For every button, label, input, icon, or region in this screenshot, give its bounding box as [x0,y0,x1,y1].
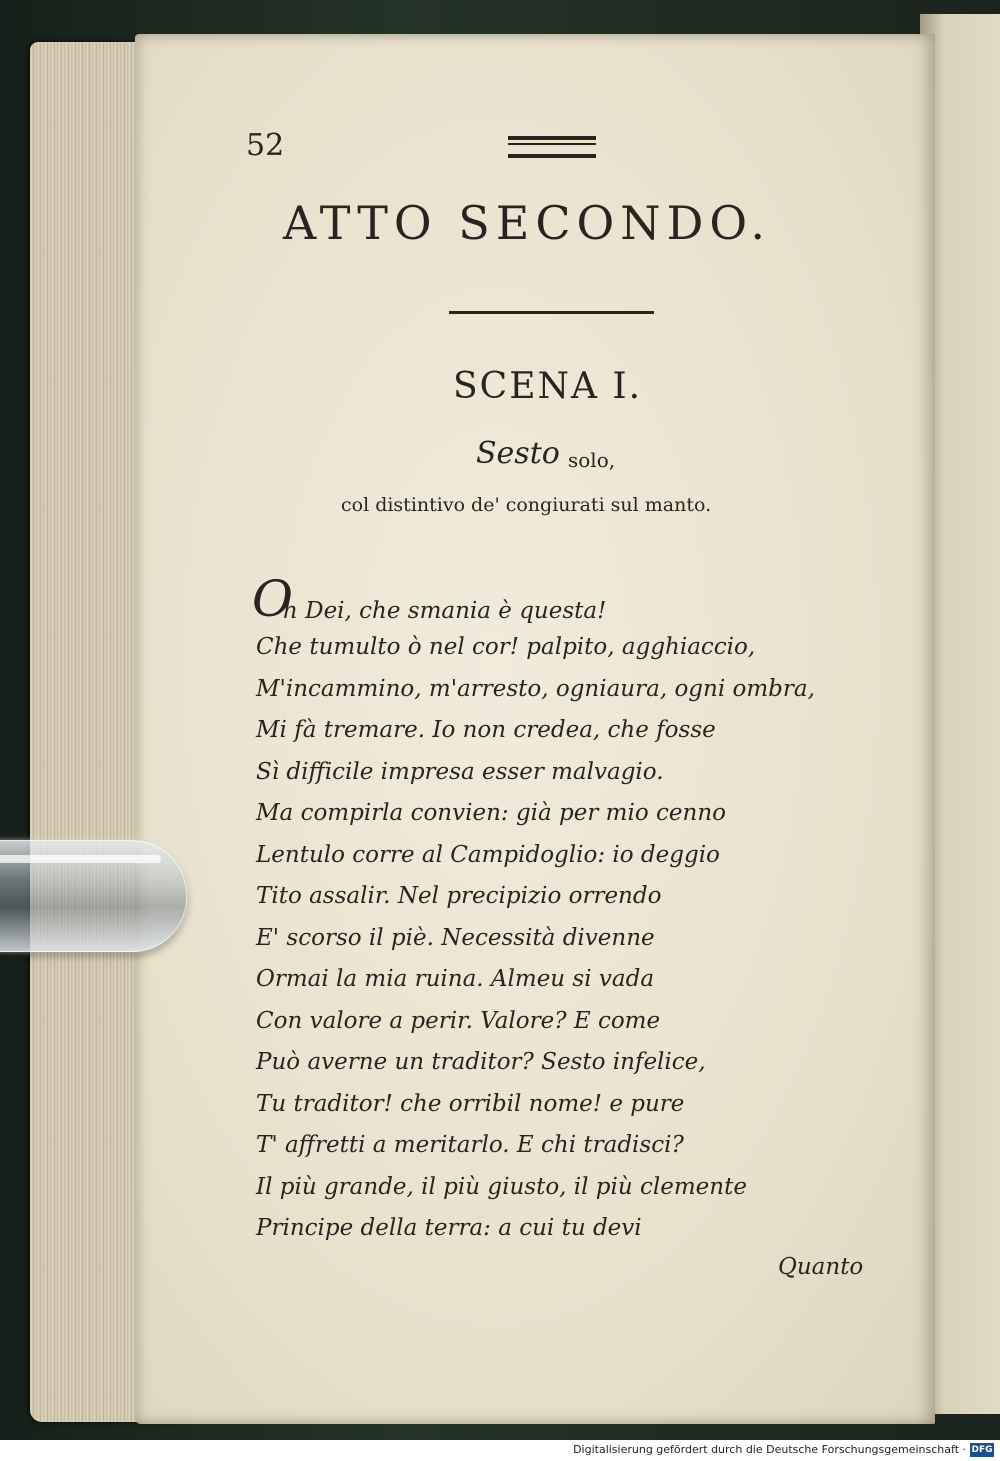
verse-line-first: h Dei, che smania è questa! [283,598,607,624]
glass-page-weight [0,840,187,952]
verse-line: Tu traditor! che orribil nome! e pure [256,1090,685,1117]
verse-line: Principe della terra: a cui tu devi [256,1215,642,1241]
verse-line: T' affretti a meritarlo. E chi tradisci? [256,1132,684,1158]
catchword: Quanto [778,1254,864,1280]
verse-line: Lentulo corre al Campidoglio: io deggio [256,841,720,868]
footer-credit: Digitalisierung gefördert durch die Deutsche Forschungsgemeinschaft · [573,1443,966,1456]
verse-line: Tito assalir. Nel precipizio orrendo [256,883,662,909]
title-rule [449,311,654,314]
verse-line: E' scorso il piè. Necessità divenne [256,924,655,951]
character-note: solo, [568,448,616,472]
verse-line: Mi fà tremare. Io non credea, che fosse [256,717,716,743]
verse-line: Che tumulto ò nel cor! palpito, agghiaccio, [256,634,756,660]
dfg-logo: DFG [971,1445,993,1455]
drop-cap: O [252,570,293,628]
verse-line: Il più grande, il più giusto, il più clemente [256,1173,747,1200]
stage-direction: col distintivo de' congiurati sul manto. [341,494,712,516]
scene-title: SCENA I. [453,366,643,407]
verse-line: Ormai la mia ruina. Almeu si vada [256,966,655,992]
verse-line: M'incammino, m'arresto, ogniaura, ogni ombra, [256,675,815,702]
character-name: Sesto [476,436,560,471]
header-rule [508,136,596,158]
act-title: ATTO SECONDO. [283,196,772,250]
page-number: 52 [246,128,285,163]
verse-line: Può averne un traditor? Sesto infelice, [256,1049,706,1075]
verse-line: Sì difficile impresa esser malvagio. [256,758,664,785]
footer-bar [0,1440,1000,1461]
verse-line: Ma compirla convien: già per mio cenno [256,800,726,826]
verse-line: Con valore a perir. Valore? E come [256,1007,661,1034]
